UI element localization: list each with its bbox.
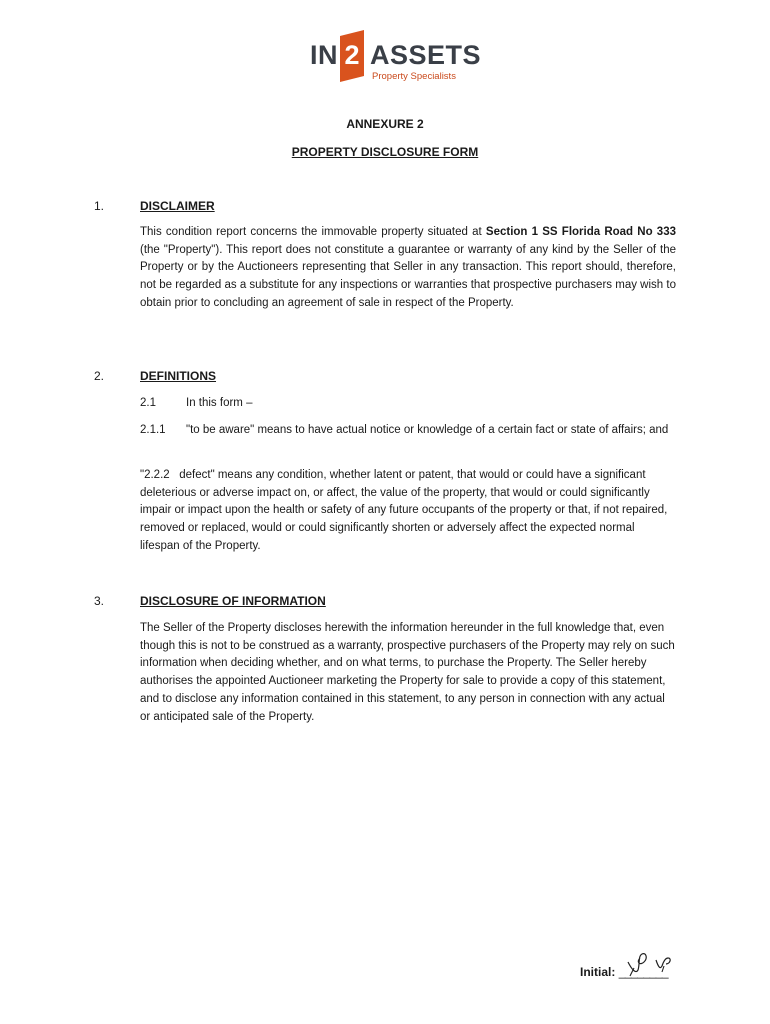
initial-blank-line: ________ bbox=[618, 965, 669, 979]
property-address: Section 1 SS Florida Road No 333 bbox=[485, 226, 676, 238]
section-1-body-post: (the "Property"). This report does not constitute a guarantee or warranty of any kind by the Seller of the Property or by the Auctioneers representing that Seller in any transaction. This report should, therefore, not be regarded as a substitute for any inspections or warranties that prospective purchasers may wish to obtain prior to concluding an agreement of sale in respect of the Property. bbox=[140, 243, 676, 309]
form-title: PROPERTY DISCLOSURE FORM bbox=[291, 145, 479, 159]
section-2-title: DEFINITIONS bbox=[140, 369, 217, 383]
definition-2-1-1-text: "to be aware" means to have actual notice or knowledge of a certain fact or state of affairs; and bbox=[186, 424, 669, 436]
definition-2-1-1-number: 2.1.1 bbox=[140, 424, 166, 436]
section-3-number: 3. bbox=[94, 594, 105, 608]
company-logo bbox=[308, 30, 482, 86]
section-3-title: DISCLOSURE OF INFORMATION bbox=[140, 594, 326, 608]
section-1-number: 1. bbox=[94, 199, 105, 213]
definition-2-1-text: In this form – bbox=[186, 397, 253, 409]
annexure-heading: ANNEXURE 2 bbox=[346, 117, 424, 131]
logo-number-badge bbox=[340, 30, 364, 82]
initial-label: Initial: bbox=[580, 965, 616, 979]
section-1-title: DISCLAIMER bbox=[140, 199, 215, 213]
section-2-number: 2. bbox=[94, 369, 105, 383]
handwritten-initials-signature bbox=[620, 948, 690, 978]
section-3-body: The Seller of the Property discloses herewith the information hereunder in the full knowledge that, even though this is not to be construed as a warranty, prospective purchasers of the Property may rely on such information when deciding whether, and on what terms, to purchase the Property. The Seller hereby authorises the appointed Auctioneer marketing the Property for sale to provide a copy of this statement, and to disclose any information contained in this statement, to any person in connection with any actual or anticipated sale of the Property. bbox=[140, 622, 675, 723]
logo-tagline: Property Specialists bbox=[372, 71, 456, 82]
definition-2-1-1 bbox=[140, 422, 676, 440]
logo-word-in: IN bbox=[310, 40, 338, 70]
logo-number: 2 bbox=[344, 40, 360, 70]
definition-2-2-2: "2.2.2 defect" means any condition, whether latent or patent, that would or could have a significant deleterious or adverse impact on, or affect, the value of the property, that would or could significantly impair or impact upon the health or safety of any future occupants of the property or that, if not repaired, removed or replaced, would or could significantly shorten or adversely affect the expected normal lifespan of the Property. bbox=[140, 469, 671, 552]
definition-2-1-number: 2.1 bbox=[140, 397, 156, 409]
section-1-body-pre: This condition report concerns the immovable property situated at bbox=[140, 226, 486, 238]
logo-word-assets: ASSETS bbox=[370, 40, 482, 70]
section-1-body bbox=[140, 224, 676, 313]
definition-2-1 bbox=[140, 395, 676, 413]
